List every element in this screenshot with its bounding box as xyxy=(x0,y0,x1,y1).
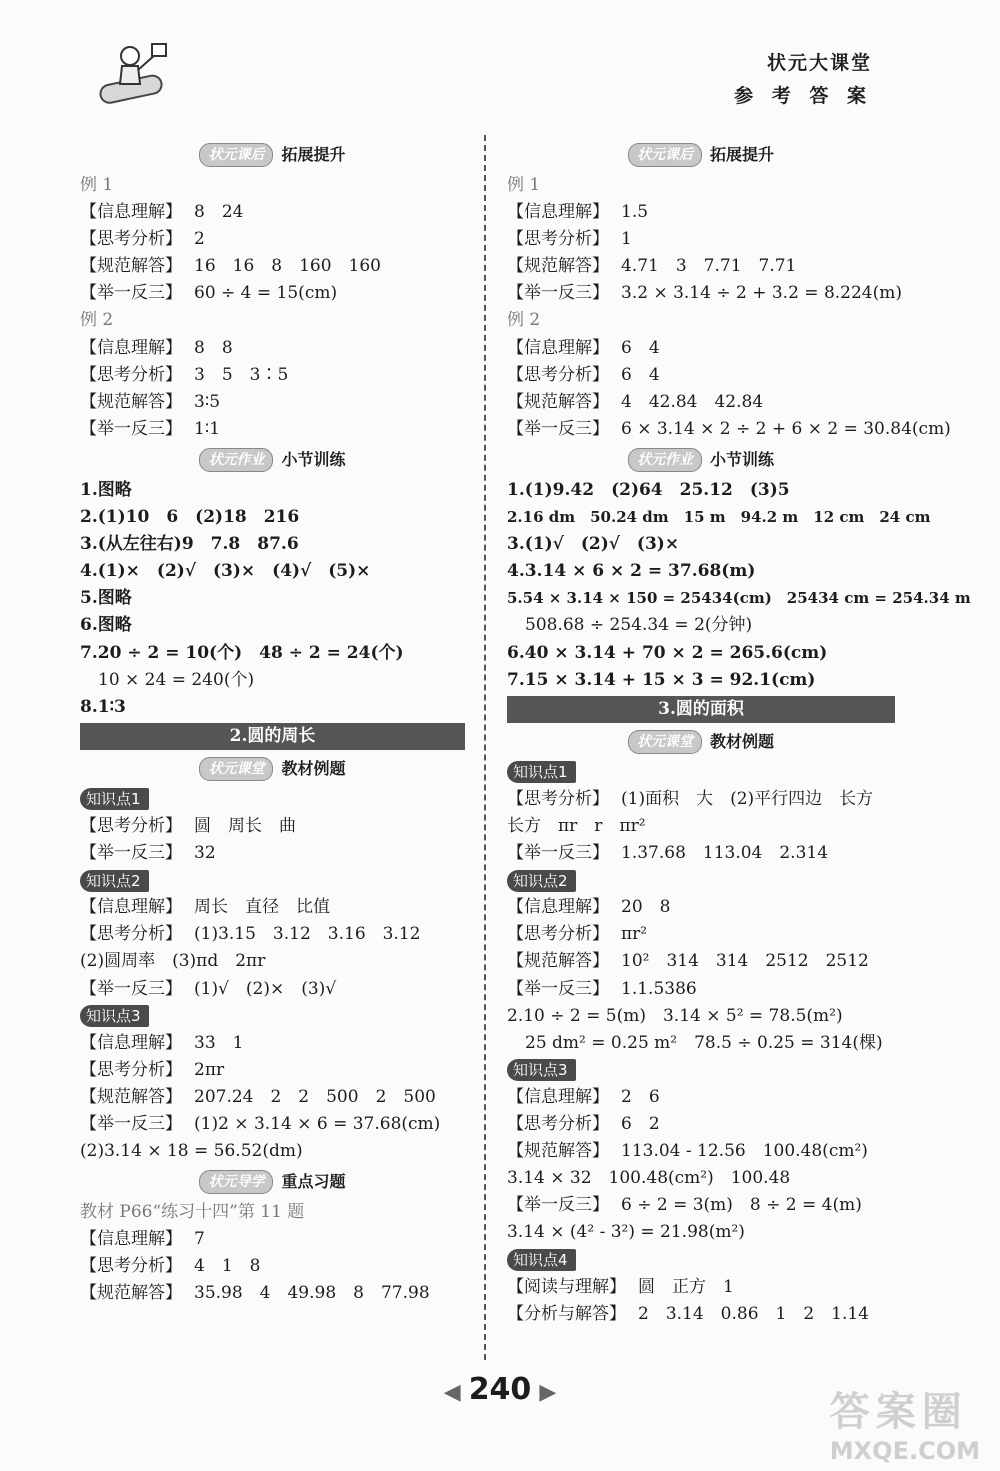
knowledge-point-badge: 知识点1 xyxy=(80,786,465,813)
homework-line: 3.(1)√ (2)√ (3)× xyxy=(507,534,680,555)
example-label: 例 2 xyxy=(80,310,114,331)
answer-line: (2)圆周率 (3)πd 2πr xyxy=(80,951,266,972)
section-logo: 状元课后 xyxy=(628,143,702,167)
right-column xyxy=(507,138,971,1328)
answer-line: 2.10 ÷ 2 = 5(m) 3.14 × 5² = 78.5(m²) xyxy=(507,1005,843,1026)
answer-line: 【信息理解】 1.5 xyxy=(507,202,649,223)
answer-line: 【思考分析】 圆 周长 曲 xyxy=(80,815,296,836)
answer-line: 【规范解答】 35.98 4 49.98 8 77.98 xyxy=(80,1283,430,1304)
homework-line: 5.54 × 3.14 × 150 = 25434(cm) 25434 cm = 254.34 m xyxy=(507,589,971,608)
section-logo: 状元课后 xyxy=(199,143,273,167)
answer-line: 【思考分析】 (1)3.15 3.12 3.16 3.12 xyxy=(80,924,421,945)
answer-line: 【举一反三】 3.2 × 3.14 ÷ 2 + 3.2 = 8.224(m) xyxy=(507,283,902,304)
homework-line: 8.1∶3 xyxy=(80,696,126,717)
homework-line: 6.图略 xyxy=(80,615,132,636)
left-column xyxy=(80,138,465,1308)
section-logo: 状元课堂 xyxy=(628,730,702,754)
answer-line: 【举一反三】 1.1.5386 xyxy=(507,978,697,999)
answer-line: 【信息理解】 7 xyxy=(80,1229,205,1250)
section-header xyxy=(80,1165,465,1199)
textbook-reference: 教材 P66“练习十四”第 11 题 xyxy=(80,1202,305,1223)
answer-line: 【思考分析】 4 1 8 xyxy=(80,1256,261,1277)
homework-line: 7.15 × 3.14 + 15 × 3 = 92.1(cm) xyxy=(507,669,816,690)
answer-line: 【举一反三】 1.37.68 113.04 2.314 xyxy=(507,843,829,864)
section-logo: 状元作业 xyxy=(628,448,702,472)
knowledge-point-badge: 知识点3 xyxy=(507,1057,895,1084)
example-label: 例 2 xyxy=(507,310,541,331)
section-header xyxy=(507,443,895,477)
column-divider xyxy=(484,135,486,1360)
answer-line: 【举一反三】 32 xyxy=(80,843,216,864)
answer-line: 长方 πr r πr² xyxy=(507,815,646,836)
answer-line: 【举一反三】 (1)2 × 3.14 × 6 = 37.68(cm) xyxy=(80,1114,441,1134)
homework-line: 10 × 24 = 240(个) xyxy=(98,669,255,690)
example-label: 例 1 xyxy=(80,175,114,195)
section-title: 拓展提升 xyxy=(281,145,346,164)
page-number-text: 240 xyxy=(468,1372,532,1407)
answer-line: 【阅读与理解】 圆 正方 1 xyxy=(507,1276,734,1297)
header-brand: 状元大课堂 xyxy=(766,52,872,74)
knowledge-point-badge: 知识点3 xyxy=(80,1003,465,1030)
header-subtitle: 参 考 答 案 xyxy=(734,85,872,107)
section-title: 重点习题 xyxy=(281,1172,346,1192)
answer-line: 【规范解答】 10² 314 314 2512 2512 xyxy=(507,951,869,972)
answer-line: 【规范解答】 3∶5 xyxy=(80,391,221,412)
answer-line: 【规范解答】 207.24 2 2 500 2 500 xyxy=(80,1086,436,1107)
answer-line: 【举一反三】 (1)√ (2)× (3)√ xyxy=(80,978,337,999)
homework-line: 1.图略 xyxy=(80,479,132,500)
homework-line: 5.图略 xyxy=(80,588,132,609)
watermark xyxy=(830,1380,980,1465)
answer-line: 【信息理解】 2 6 xyxy=(507,1086,660,1107)
section-header xyxy=(507,138,895,172)
answer-line: 【思考分析】 6 2 xyxy=(507,1114,660,1134)
section-title: 小节训练 xyxy=(709,449,774,469)
answer-line: 【举一反三】 60 ÷ 4 = 15(cm) xyxy=(80,283,338,304)
right-arrow-icon: ▶ xyxy=(539,1380,557,1405)
answer-line: (2)3.14 × 18 = 56.52(dm) xyxy=(80,1141,303,1162)
answer-line: 【规范解答】 16 16 8 160 160 xyxy=(80,256,381,277)
section-title: 教材例题 xyxy=(709,731,774,751)
answer-line: 3.14 × (4² - 3²) = 21.98(m²) xyxy=(507,1222,745,1243)
answer-line: 【信息理解】 8 8 xyxy=(80,337,233,358)
answer-line: 【规范解答】 113.04 - 12.56 100.48(cm²) xyxy=(507,1141,868,1162)
answer-line: 【思考分析】 2πr xyxy=(80,1059,225,1080)
answer-line: 【信息理解】 33 1 xyxy=(80,1032,244,1053)
answer-line: 【思考分析】 6 4 xyxy=(507,364,660,385)
homework-line: 4.3.14 × 6 × 2 = 37.68(m) xyxy=(507,561,756,582)
knowledge-point-badge: 知识点1 xyxy=(507,759,895,786)
answer-line: 【信息理解】 6 4 xyxy=(507,337,660,358)
section-logo: 状元作业 xyxy=(199,448,273,472)
homework-line: 1.(1)9.42 (2)64 25.12 (3)5 xyxy=(507,479,790,500)
answer-line: 【信息理解】 8 24 xyxy=(80,202,244,223)
section-header xyxy=(80,443,465,477)
homework-line: 2.(1)10 6 (2)18 216 xyxy=(80,507,300,528)
chapter-bar: 3.圆的面积 xyxy=(507,696,895,723)
knowledge-point-badge: 知识点4 xyxy=(507,1246,895,1273)
homework-line: 7.20 ÷ 2 = 10(个) 48 ÷ 2 = 24(个) xyxy=(80,642,404,663)
homework-line: 3.(从左往右)9 7.8 87.6 xyxy=(80,534,299,555)
example-label: 例 1 xyxy=(507,175,541,195)
answer-line: 【举一反三】 6 × 3.14 × 2 ÷ 2 + 6 × 2 = 30.84(cm) xyxy=(507,418,951,439)
section-logo: 状元课堂 xyxy=(199,757,273,781)
homework-line: 508.68 ÷ 254.34 = 2(分钟) xyxy=(525,615,753,636)
answer-line: 【分析与解答】 2 3.14 0.86 1 2 1.14 xyxy=(507,1303,870,1324)
answer-line: 【思考分析】 (1)面积 大 (2)平行四边 长方 xyxy=(507,788,874,809)
section-header xyxy=(80,138,465,172)
knowledge-point-badge: 知识点2 xyxy=(80,867,465,894)
answer-line: 【思考分析】 πr² xyxy=(507,924,648,945)
homework-line: 4.(1)× (2)√ (3)× (4)√ (5)× xyxy=(80,561,371,582)
knowledge-point-badge: 知识点2 xyxy=(507,867,895,894)
mascot-illustration xyxy=(92,42,172,112)
answer-line: 【思考分析】 2 xyxy=(80,229,205,250)
answer-line: 【举一反三】 1∶1 xyxy=(80,418,221,439)
homework-line: 2.16 dm 50.24 dm 15 m 94.2 m 12 cm 24 cm xyxy=(507,508,931,527)
answer-line: 【规范解答】 4 42.84 42.84 xyxy=(507,391,764,412)
homework-line: 6.40 × 3.14 + 70 × 2 = 265.6(cm) xyxy=(507,642,828,663)
section-title: 拓展提升 xyxy=(709,145,774,164)
section-title: 小节训练 xyxy=(281,449,346,469)
watermark-line2: MXQE.COM xyxy=(829,1437,980,1465)
chapter-bar: 2.圆的周长 xyxy=(80,723,465,750)
answer-line: 【信息理解】 周长 直径 比值 xyxy=(80,897,330,918)
header xyxy=(734,48,872,108)
answer-line: 25 dm² = 0.25 m² 78.5 ÷ 0.25 = 314(棵) xyxy=(525,1032,883,1053)
section-header xyxy=(507,725,895,759)
section-logo: 状元导学 xyxy=(199,1170,273,1194)
answer-line: 【思考分析】 1 xyxy=(507,229,632,250)
answer-line: 【信息理解】 20 8 xyxy=(507,897,671,918)
section-title: 教材例题 xyxy=(281,758,346,778)
answer-line: 【思考分析】 3 5 3∶5 xyxy=(80,364,289,385)
answer-line: 3.14 × 32 100.48(cm²) 100.48 xyxy=(507,1168,791,1189)
answer-line: 【举一反三】 6 ÷ 2 = 3(m) 8 ÷ 2 = 4(m) xyxy=(507,1195,862,1216)
watermark-line1: 答案圈 xyxy=(829,1389,968,1435)
answer-line: 【规范解答】 4.71 3 7.71 7.71 xyxy=(507,256,797,277)
section-header xyxy=(80,752,465,786)
left-arrow-icon: ◀ xyxy=(443,1380,461,1405)
